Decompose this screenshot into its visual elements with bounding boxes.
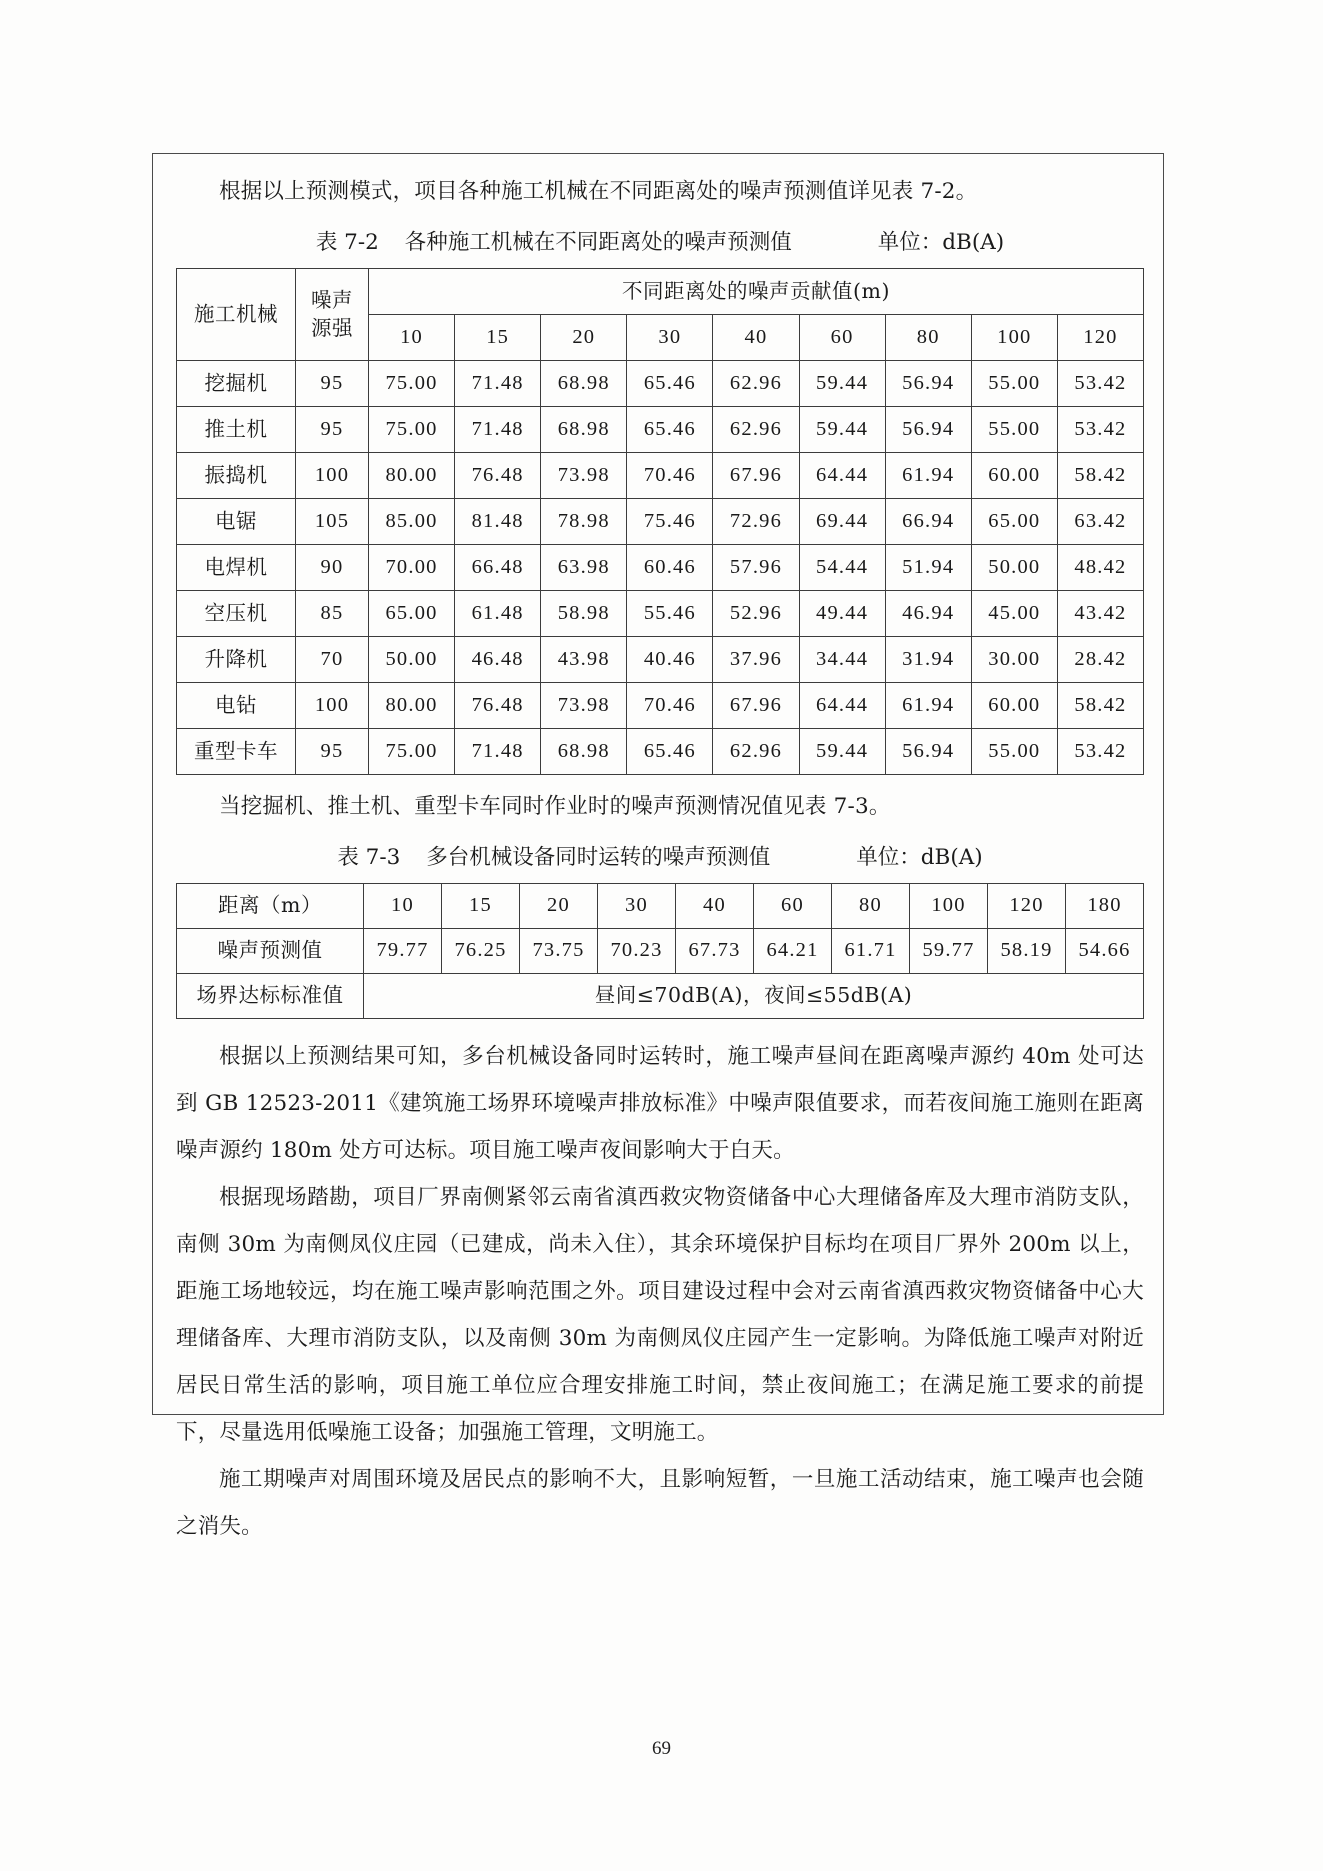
row-value: 67.96 bbox=[713, 683, 799, 729]
table-row bbox=[177, 545, 1144, 591]
row-value: 62.96 bbox=[713, 407, 799, 453]
table-7-2-caption bbox=[176, 222, 1144, 264]
distance-20: 20 bbox=[520, 884, 598, 929]
row-value: 81.48 bbox=[455, 499, 541, 545]
row-value: 53.42 bbox=[1057, 361, 1143, 407]
row-value: 55.00 bbox=[971, 729, 1057, 775]
row-source: 105 bbox=[296, 499, 369, 545]
table-7-3-caption-unit: 单位：dB(A) bbox=[856, 845, 983, 870]
row-value: 61.48 bbox=[455, 591, 541, 637]
header-source-strength-line1: 噪声 bbox=[311, 287, 353, 312]
row-value: 59.44 bbox=[799, 407, 885, 453]
row-value: 73.98 bbox=[541, 453, 627, 499]
header-source-strength-line2: 源强 bbox=[311, 315, 353, 340]
paragraph-conclusion-noise-standard: 根据以上预测结果可知，多台机械设备同时运转时，施工噪声昼间在距离噪声源约 40m 处可达到 GB 12523-2011《建筑施工场界环境噪声排放标准》中噪声限值要求，而若夜间施工施则在距离噪声源约 180m 处方可达标。项目施工噪声夜间影响大于白天。 bbox=[176, 1044, 1144, 1163]
predicted-value: 76.25 bbox=[442, 929, 520, 974]
row-machine: 电钻 bbox=[177, 683, 296, 729]
row-value: 28.42 bbox=[1057, 637, 1143, 683]
table-row bbox=[177, 729, 1144, 775]
table-7-3-standard-row bbox=[177, 974, 1144, 1019]
row-machine: 重型卡车 bbox=[177, 729, 296, 775]
predicted-value: 67.73 bbox=[676, 929, 754, 974]
row-source: 95 bbox=[296, 729, 369, 775]
row-value: 40.46 bbox=[627, 637, 713, 683]
row-value: 46.94 bbox=[885, 591, 971, 637]
document-content bbox=[176, 168, 1144, 1550]
header-distance-100: 100 bbox=[971, 315, 1057, 361]
row-value: 64.44 bbox=[799, 683, 885, 729]
row-value: 56.94 bbox=[885, 361, 971, 407]
row-value: 56.94 bbox=[885, 407, 971, 453]
row-value: 68.98 bbox=[541, 361, 627, 407]
table-7-3-caption bbox=[176, 837, 1144, 879]
row-value: 75.46 bbox=[627, 499, 713, 545]
predicted-value: 54.66 bbox=[1066, 929, 1144, 974]
row-value: 56.94 bbox=[885, 729, 971, 775]
header-distance-80: 80 bbox=[885, 315, 971, 361]
table-row bbox=[177, 499, 1144, 545]
row-value: 55.46 bbox=[627, 591, 713, 637]
row-value: 68.98 bbox=[541, 407, 627, 453]
row-value: 76.48 bbox=[455, 683, 541, 729]
row-machine: 电锯 bbox=[177, 499, 296, 545]
row-value: 72.96 bbox=[713, 499, 799, 545]
row-value: 48.42 bbox=[1057, 545, 1143, 591]
distance-40: 40 bbox=[676, 884, 754, 929]
table-7-2-caption-title: 各种施工机械在不同距离处的噪声预测值 bbox=[404, 230, 792, 255]
predicted-value: 61.71 bbox=[832, 929, 910, 974]
row-value: 65.00 bbox=[971, 499, 1057, 545]
table-7-2-header-row-1 bbox=[177, 269, 1144, 315]
row-value: 66.48 bbox=[455, 545, 541, 591]
header-distance-group: 不同距离处的噪声贡献值(m) bbox=[369, 269, 1144, 315]
predicted-value: 79.77 bbox=[364, 929, 442, 974]
row-source: 95 bbox=[296, 407, 369, 453]
table-row bbox=[177, 407, 1144, 453]
row-value: 73.98 bbox=[541, 683, 627, 729]
table-7-2 bbox=[176, 268, 1144, 775]
row-value: 58.42 bbox=[1057, 453, 1143, 499]
page-number: 69 bbox=[652, 1738, 671, 1759]
row-value: 76.48 bbox=[455, 453, 541, 499]
row-value: 65.00 bbox=[369, 591, 455, 637]
distance-180: 180 bbox=[1066, 884, 1144, 929]
row-value: 70.46 bbox=[627, 683, 713, 729]
row-value: 63.98 bbox=[541, 545, 627, 591]
table-row bbox=[177, 361, 1144, 407]
row-machine: 升降机 bbox=[177, 637, 296, 683]
row-label-distance: 距离（m） bbox=[177, 884, 364, 929]
row-value: 52.96 bbox=[713, 591, 799, 637]
row-source: 90 bbox=[296, 545, 369, 591]
row-source: 95 bbox=[296, 361, 369, 407]
row-value: 46.48 bbox=[455, 637, 541, 683]
predicted-value: 59.77 bbox=[910, 929, 988, 974]
intro-paragraph: 根据以上预测模式，项目各种施工机械在不同距离处的噪声预测值详见表 7-2。 bbox=[219, 179, 978, 204]
row-value: 62.96 bbox=[713, 729, 799, 775]
row-value: 63.42 bbox=[1057, 499, 1143, 545]
predicted-value: 73.75 bbox=[520, 929, 598, 974]
table-row bbox=[177, 637, 1144, 683]
header-source-strength bbox=[296, 269, 369, 361]
predicted-value: 64.21 bbox=[754, 929, 832, 974]
row-value: 59.44 bbox=[799, 729, 885, 775]
row-value: 62.96 bbox=[713, 361, 799, 407]
table-7-3 bbox=[176, 883, 1144, 1019]
row-value: 70.46 bbox=[627, 453, 713, 499]
row-value: 67.96 bbox=[713, 453, 799, 499]
table-7-2-body bbox=[177, 269, 1144, 775]
row-value: 85.00 bbox=[369, 499, 455, 545]
table-7-3-distance-row bbox=[177, 884, 1144, 929]
header-distance-30: 30 bbox=[627, 315, 713, 361]
row-machine: 推土机 bbox=[177, 407, 296, 453]
table-7-2-caption-label: 表 7-2 bbox=[315, 230, 379, 255]
row-value: 31.94 bbox=[885, 637, 971, 683]
table-7-2-caption-unit: 单位：dB(A) bbox=[877, 230, 1005, 255]
row-label-predicted: 噪声预测值 bbox=[177, 929, 364, 974]
row-value: 54.44 bbox=[799, 545, 885, 591]
row-value: 50.00 bbox=[369, 637, 455, 683]
row-machine: 电焊机 bbox=[177, 545, 296, 591]
row-value: 69.44 bbox=[799, 499, 885, 545]
row-value: 58.42 bbox=[1057, 683, 1143, 729]
row-value: 65.46 bbox=[627, 361, 713, 407]
row-value: 59.44 bbox=[799, 361, 885, 407]
row-source: 100 bbox=[296, 453, 369, 499]
header-distance-120: 120 bbox=[1057, 315, 1143, 361]
row-label-standard: 场界达标标准值 bbox=[177, 974, 364, 1019]
row-source: 70 bbox=[296, 637, 369, 683]
row-machine: 挖掘机 bbox=[177, 361, 296, 407]
row-value: 49.44 bbox=[799, 591, 885, 637]
row-value: 50.00 bbox=[971, 545, 1057, 591]
header-distance-60: 60 bbox=[799, 315, 885, 361]
table-row bbox=[177, 453, 1144, 499]
row-value: 55.00 bbox=[971, 407, 1057, 453]
row-value: 43.42 bbox=[1057, 591, 1143, 637]
row-value: 61.94 bbox=[885, 683, 971, 729]
row-value: 43.98 bbox=[541, 637, 627, 683]
row-value: 71.48 bbox=[455, 729, 541, 775]
row-value: 65.46 bbox=[627, 407, 713, 453]
row-value: 75.00 bbox=[369, 729, 455, 775]
row-value: 51.94 bbox=[885, 545, 971, 591]
row-value: 80.00 bbox=[369, 453, 455, 499]
row-value: 53.42 bbox=[1057, 729, 1143, 775]
row-value: 30.00 bbox=[971, 637, 1057, 683]
distance-100: 100 bbox=[910, 884, 988, 929]
header-machine: 施工机械 bbox=[177, 269, 296, 361]
row-value: 68.98 bbox=[541, 729, 627, 775]
row-machine: 振捣机 bbox=[177, 453, 296, 499]
table-7-3-caption-title: 多台机械设备同时运转的噪声预测值 bbox=[426, 845, 771, 870]
paragraph-site-survey: 根据现场踏勘，项目厂界南侧紧邻云南省滇西救灾物资储备中心大理储备库及大理市消防支队，南侧 30m 为南侧凤仪庄园（已建成，尚未入住），其余环境保护目标均在项目厂界外 200m 以上，距施工场地较远，均在施工噪声影响范围之外。项目建设过程中会对云南省滇西救灾物资储备中心大理储备库、大理市消防支队，以及南侧 30m 为南侧凤仪庄园产生一定影响。为降低施工噪声对附近居民日常生活的影响，项目施工单位应合理安排施工时间，禁止夜间施工；在满足施工要求的前提下，尽量选用低噪施工设备；加强施工管理，文明施工。 bbox=[176, 1185, 1144, 1445]
table-7-3-caption-label: 表 7-3 bbox=[337, 845, 401, 870]
row-value: 55.00 bbox=[971, 361, 1057, 407]
row-value: 53.42 bbox=[1057, 407, 1143, 453]
header-distance-15: 15 bbox=[455, 315, 541, 361]
distance-80: 80 bbox=[832, 884, 910, 929]
row-source: 85 bbox=[296, 591, 369, 637]
mid-paragraph: 当挖掘机、推土机、重型卡车同时作业时的噪声预测情况值见表 7-3。 bbox=[219, 794, 891, 819]
distance-120: 120 bbox=[988, 884, 1066, 929]
row-value: 66.94 bbox=[885, 499, 971, 545]
row-value: 34.44 bbox=[799, 637, 885, 683]
paragraph-construction-impact: 施工期噪声对周围环境及居民点的影响不大，且影响短暂，一旦施工活动结束，施工噪声也会随之消失。 bbox=[176, 1467, 1144, 1539]
row-value: 71.48 bbox=[455, 361, 541, 407]
row-value: 75.00 bbox=[369, 407, 455, 453]
row-value: 58.98 bbox=[541, 591, 627, 637]
row-value: 80.00 bbox=[369, 683, 455, 729]
standard-value: 昼间≤70dB(A)，夜间≤55dB(A) bbox=[364, 974, 1144, 1019]
distance-10: 10 bbox=[364, 884, 442, 929]
row-value: 65.46 bbox=[627, 729, 713, 775]
row-value: 64.44 bbox=[799, 453, 885, 499]
table-row bbox=[177, 591, 1144, 637]
header-distance-40: 40 bbox=[713, 315, 799, 361]
row-value: 60.46 bbox=[627, 545, 713, 591]
row-value: 60.00 bbox=[971, 453, 1057, 499]
predicted-value: 58.19 bbox=[988, 929, 1066, 974]
row-value: 45.00 bbox=[971, 591, 1057, 637]
table-7-3-predicted-row bbox=[177, 929, 1144, 974]
table-row bbox=[177, 683, 1144, 729]
distance-60: 60 bbox=[754, 884, 832, 929]
table-7-3-body bbox=[177, 884, 1144, 1019]
row-value: 70.00 bbox=[369, 545, 455, 591]
distance-15: 15 bbox=[442, 884, 520, 929]
predicted-value: 70.23 bbox=[598, 929, 676, 974]
row-value: 71.48 bbox=[455, 407, 541, 453]
distance-30: 30 bbox=[598, 884, 676, 929]
row-value: 75.00 bbox=[369, 361, 455, 407]
row-value: 37.96 bbox=[713, 637, 799, 683]
row-value: 60.00 bbox=[971, 683, 1057, 729]
header-distance-20: 20 bbox=[541, 315, 627, 361]
header-distance-10: 10 bbox=[369, 315, 455, 361]
row-source: 100 bbox=[296, 683, 369, 729]
row-value: 61.94 bbox=[885, 453, 971, 499]
row-machine: 空压机 bbox=[177, 591, 296, 637]
row-value: 78.98 bbox=[541, 499, 627, 545]
row-value: 57.96 bbox=[713, 545, 799, 591]
